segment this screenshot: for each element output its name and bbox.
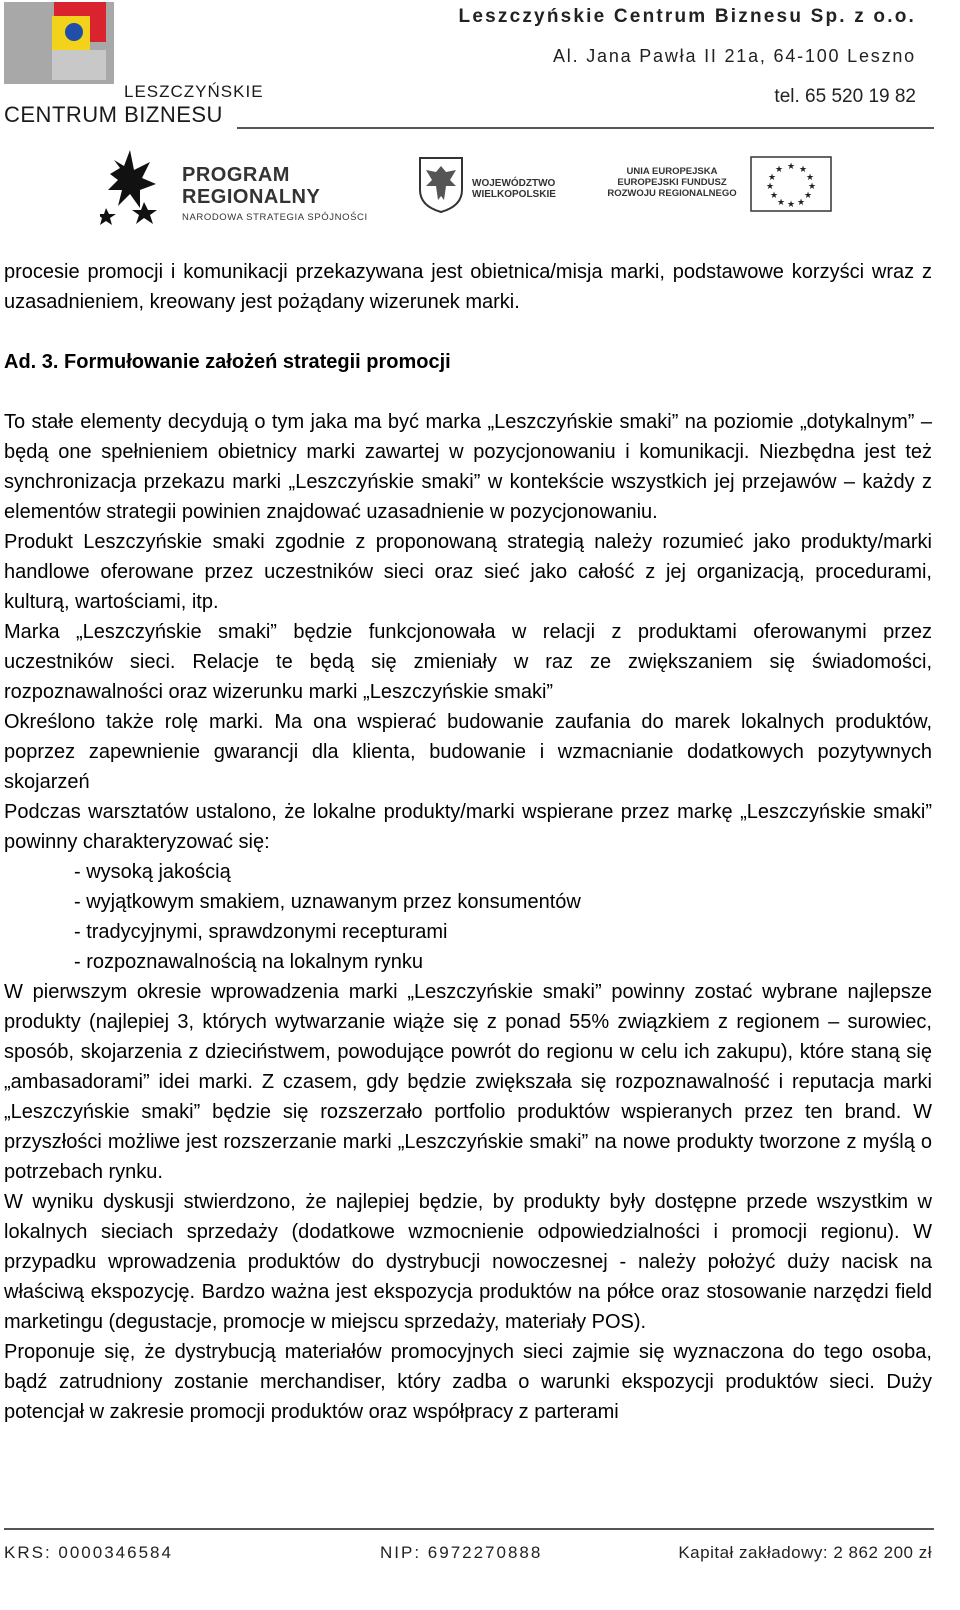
program-regionalny-logo — [100, 150, 370, 230]
features-list — [4, 857, 932, 977]
list-item: - tradycyjnymi, sprawdzonymi recepturami — [74, 921, 448, 943]
paragraph-5: Podczas warsztatów ustalono, że lokalne produkty/marki wspierane przez markę „Leszczyńskie smaki” powinny charakteryzować się: — [4, 801, 932, 853]
footer-capital: Kapitał zakładowy: 2 862 200 zł — [678, 1543, 932, 1562]
paragraph-intro: procesie promocji i komunikacji przekazywana jest obietnica/misja marki, podstawowe korzyści wraz z uzasadnieniem, kreowany jest pożądany wizerunek marki. — [4, 261, 932, 313]
paragraph-3: Marka „Leszczyńskie smaki” będzie funkcjonowała w relacji z produktami oferowanymi przez uczestników sieci. Relacje te będą się zmieniały w raz ze zwiększaniem się świadomości, rozpoznawalności oraz wizerunku marki „Leszczyńskie smaki” — [4, 621, 932, 703]
partner-logos — [100, 138, 860, 230]
svg-text:★: ★ — [796, 197, 806, 207]
list-item: - wysoką jakością — [74, 861, 231, 883]
header-divider — [237, 127, 934, 129]
svg-text:★: ★ — [786, 161, 796, 171]
paragraph-6: W pierwszym okresie wprowadzenia marki „Leszczyńskie smaki” powinny zostać wybrane najlepsze produkty (najlepiej 3, których wytwarzanie wiąże się z ponad 55% związkiem z regionem – surowiec, sposób, skojarzenia z dzieciństwem, powodujące powrót do regionu w celu ich zakupu), które staną się „ambasadorami” idei marki. Z czasem, gdy będzie zwiększała się rozpoznawalność i reputacja marki „Leszczyńskie smaki” będzie się rozszerzało portfolio produktów wspieranych przez ten brand. W przyszłości możliwe jest rozszerzanie marki „Leszczyńskie smaki” na nowe produkty tworzone z myślą o potrzebach rynku. — [4, 981, 932, 1183]
footer — [4, 1543, 932, 1567]
eu-flag-icon — [750, 156, 832, 212]
stars-emblem-icon — [100, 150, 170, 228]
svg-text:★: ★ — [803, 190, 813, 200]
lcb-logo — [4, 2, 264, 130]
program-regionalny-title — [182, 164, 320, 208]
wielkopolskie-text — [472, 178, 556, 200]
paragraph-7: W wyniku dyskusji stwierdzono, że najlepiej będzie, by produkty były dostępne przede wszystkim w lokalnych sieciach sprzedaży (dodatkowe wzmocnienie odpowiedzialności i promocji regionu). W przypadku wprowadzenia produktów do dystrybucji nowoczesnej - należy położyć duży nacisk na właściwą ekspozycję. Bardzo ważna jest ekspozycja produktów na półce oraz stosowanie narzędzi field marketingu (degustacje, promocje w miejscu sprzedaży, materiały POS). — [4, 1191, 932, 1333]
company-address: Al. Jana Pawła II 21a, 64-100 Leszno — [553, 46, 916, 66]
svg-text:★: ★ — [776, 197, 786, 207]
list-item: - rozpoznawalnością na lokalnym rynku — [74, 951, 424, 973]
company-phone: tel. 65 520 19 82 — [774, 86, 916, 107]
company-name: Leszczyńskie Centrum Biznesu Sp. z o.o. — [458, 6, 916, 27]
logo-line-2: CENTRUM BIZNESU — [4, 102, 223, 127]
spacer — [4, 317, 932, 347]
svg-text:★: ★ — [798, 164, 808, 174]
spacer — [4, 377, 932, 407]
svg-text:★: ★ — [786, 199, 796, 209]
wielkopolskie-line2: WIELKOPOLSKIE — [472, 189, 556, 200]
eu-logo — [604, 162, 844, 222]
wielkopolskie-line1: WOJEWÓDZTWO — [472, 178, 556, 189]
lcb-logo-squares-icon — [4, 2, 114, 84]
program-regionalny-subtitle: NARODOWA STRATEGIA SPÓJNOŚCI — [182, 212, 368, 223]
wielkopolskie-logo — [416, 156, 566, 216]
footer-nip: NIP: 6972270888 — [380, 1543, 543, 1562]
eu-text — [604, 166, 740, 199]
paragraph-2: Produkt Leszczyńskie smaki zgodnie z proponowaną strategią należy rozumieć jako produkty/marki handlowe oferowane przez uczestników sieci oraz sieć jako całość z jej organizacją, procedurami, kulturą, wartościami, itp. — [4, 531, 932, 613]
logo-line-1: LESZCZYŃSKIE — [124, 82, 264, 101]
footer-krs: KRS: 0000346584 — [4, 1543, 173, 1562]
paragraph-8: Proponuje się, że dystrybucją materiałów promocyjnych sieci zajmie się wyznaczona do tego osoba, bądź zatrudniony zostanie merchandiser, który zadba o warunki ekspozycji produktów sieci. Duży potencjał w zakresie promocji produktów oraz współpracy z parterami — [4, 1341, 932, 1423]
paragraph-4: Określono także rolę marki. Ma ona wspierać budowanie zaufania do marek lokalnych produktów, poprzez zapewnienie gwarancji dla klienta, budowanie i wzmacnianie dodatkowych pozytywnych skojarzeń — [4, 711, 932, 793]
program-title-line2: REGIONALNY — [182, 186, 321, 208]
svg-text:★: ★ — [765, 181, 775, 191]
svg-text:★: ★ — [767, 172, 777, 182]
eu-line2: EUROPEJSKI FUNDUSZ — [617, 177, 727, 188]
document-body — [4, 257, 932, 1427]
program-title-line1: PROGRAM — [182, 164, 290, 186]
section-heading: Ad. 3. Formułowanie założeń strategii promocji — [4, 351, 451, 373]
eu-line3: ROZWOJU REGIONALNEGO — [607, 188, 737, 199]
svg-text:★: ★ — [774, 164, 784, 174]
eu-line1: UNIA EUROPEJSKA — [626, 166, 718, 177]
svg-text:★: ★ — [807, 181, 817, 191]
svg-text:★: ★ — [769, 190, 779, 200]
paragraph-1: To stałe elementy decydują o tym jaka ma być marka „Leszczyńskie smaki” na poziomie „dotykalnym” – będą one spełnieniem obietnicy marki zawartej w pozycjonowaniu i komunikacji. Niezbędna jest też synchronizacja przekazu marki „Leszczyńskie smaki” w kontekście wszystkich jej przejawów – każdy z elementów strategii powinien znajdować uzasadnienie w pozycjonowaniu. — [4, 411, 932, 523]
svg-text:★: ★ — [805, 172, 815, 182]
list-item: - wyjątkowym smakiem, uznawanym przez konsumentów — [74, 891, 581, 913]
eagle-crest-icon — [416, 156, 466, 214]
footer-divider — [4, 1528, 934, 1530]
